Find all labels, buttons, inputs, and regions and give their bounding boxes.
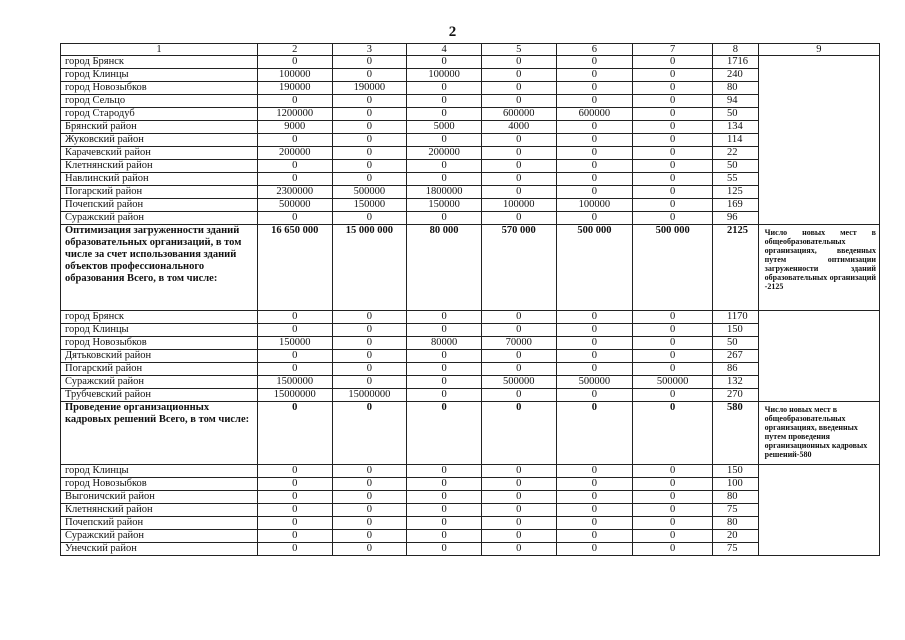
row-value: 0	[407, 108, 482, 121]
empty-note-cell	[758, 311, 879, 402]
row-value: 0	[332, 108, 407, 121]
table-row	[61, 363, 880, 376]
row-value: 0	[481, 350, 556, 363]
row-value: 0	[332, 530, 407, 543]
row-value: 0	[556, 478, 633, 491]
row-value: 0	[257, 311, 332, 324]
row-value: 100000	[556, 199, 633, 212]
table-row	[61, 465, 880, 478]
table-row	[61, 389, 880, 402]
row-value: 500000	[556, 376, 633, 389]
row-value: 150	[713, 465, 759, 478]
table-row	[61, 186, 880, 199]
row-value: 0	[556, 160, 633, 173]
row-value: 0	[633, 465, 713, 478]
section-value: 0	[332, 402, 407, 465]
row-value: 0	[633, 173, 713, 186]
row-label: Унечский район	[61, 543, 258, 556]
row-value: 0	[633, 389, 713, 402]
row-value: 0	[556, 465, 633, 478]
section-value: 0	[556, 402, 633, 465]
row-value: 22	[713, 147, 759, 160]
section-value: 0	[633, 402, 713, 465]
row-value: 70000	[481, 337, 556, 350]
section-total-row	[61, 225, 880, 311]
row-value: 0	[556, 324, 633, 337]
row-value: 0	[332, 465, 407, 478]
section-value: 580	[713, 402, 759, 465]
row-value: 0	[633, 160, 713, 173]
section-value: 15 000 000	[332, 225, 407, 311]
row-value: 132	[713, 376, 759, 389]
section-title: Проведение организационных кадровых решений Всего, в том числе:	[61, 402, 258, 465]
row-value: 0	[633, 478, 713, 491]
row-value: 600000	[556, 108, 633, 121]
row-value: 0	[481, 324, 556, 337]
table-row	[61, 82, 880, 95]
row-label: Почепский район	[61, 199, 258, 212]
row-value: 0	[633, 350, 713, 363]
table-row	[61, 134, 880, 147]
row-value: 0	[257, 134, 332, 147]
header-cell: 4	[407, 44, 482, 56]
row-value: 0	[556, 134, 633, 147]
row-value: 80	[713, 491, 759, 504]
row-value: 0	[332, 160, 407, 173]
row-value: 150000	[257, 337, 332, 350]
row-value: 0	[556, 530, 633, 543]
row-value: 100	[713, 478, 759, 491]
empty-note-cell	[758, 56, 879, 225]
row-value: 0	[257, 478, 332, 491]
row-value: 0	[257, 517, 332, 530]
row-value: 0	[481, 95, 556, 108]
row-value: 0	[556, 337, 633, 350]
row-value: 80	[713, 517, 759, 530]
row-value: 0	[481, 465, 556, 478]
row-value: 0	[332, 69, 407, 82]
table-row	[61, 350, 880, 363]
row-value: 96	[713, 212, 759, 225]
row-value: 0	[633, 491, 713, 504]
row-label: Дятьковский район	[61, 350, 258, 363]
table-row	[61, 56, 880, 69]
row-value: 2300000	[257, 186, 332, 199]
row-value: 0	[407, 530, 482, 543]
row-value: 0	[407, 504, 482, 517]
row-value: 0	[481, 173, 556, 186]
row-value: 0	[633, 121, 713, 134]
row-value: 0	[633, 82, 713, 95]
row-value: 4000	[481, 121, 556, 134]
row-value: 500000	[633, 376, 713, 389]
row-value: 1800000	[407, 186, 482, 199]
row-value: 0	[407, 95, 482, 108]
row-value: 0	[257, 173, 332, 186]
row-value: 80	[713, 82, 759, 95]
table-row	[61, 504, 880, 517]
row-label: город Брянск	[61, 56, 258, 69]
row-label: Суражский район	[61, 376, 258, 389]
section-note: Число новых мест в общеобразовательных организациях, введенных путем оптимизации загруженности зданий образовательных организаций -2125	[758, 225, 879, 311]
empty-note-cell	[758, 465, 879, 556]
row-value: 0	[257, 324, 332, 337]
row-value: 1200000	[257, 108, 332, 121]
section-value: 500 000	[633, 225, 713, 311]
row-value: 0	[481, 311, 556, 324]
row-value: 0	[556, 491, 633, 504]
table-row	[61, 69, 880, 82]
header-cell: 7	[633, 44, 713, 56]
row-value: 0	[481, 517, 556, 530]
row-label: город Новозыбков	[61, 337, 258, 350]
row-value: 0	[556, 311, 633, 324]
row-label: город Новозыбков	[61, 82, 258, 95]
row-value: 15000000	[332, 389, 407, 402]
row-value: 134	[713, 121, 759, 134]
table-row	[61, 530, 880, 543]
row-label: Выгоничский район	[61, 491, 258, 504]
header-cell: 9	[758, 44, 879, 56]
row-value: 200000	[407, 147, 482, 160]
row-value: 0	[556, 121, 633, 134]
table-row	[61, 543, 880, 556]
row-value: 0	[481, 530, 556, 543]
row-value: 55	[713, 173, 759, 186]
row-value: 0	[332, 134, 407, 147]
row-value: 9000	[257, 121, 332, 134]
row-value: 0	[633, 69, 713, 82]
row-value: 86	[713, 363, 759, 376]
row-value: 0	[556, 69, 633, 82]
row-value: 0	[633, 186, 713, 199]
row-value: 0	[633, 363, 713, 376]
row-value: 600000	[481, 108, 556, 121]
row-label: Карачевский район	[61, 147, 258, 160]
row-value: 0	[407, 363, 482, 376]
section-value: 570 000	[481, 225, 556, 311]
row-value: 0	[633, 543, 713, 556]
row-value: 0	[332, 376, 407, 389]
row-value: 267	[713, 350, 759, 363]
row-value: 0	[481, 478, 556, 491]
row-value: 0	[332, 311, 407, 324]
row-value: 0	[257, 160, 332, 173]
table-row	[61, 199, 880, 212]
row-value: 0	[257, 56, 332, 69]
row-value: 0	[556, 82, 633, 95]
section-value: 0	[481, 402, 556, 465]
row-label: город Брянск	[61, 311, 258, 324]
row-value: 0	[407, 478, 482, 491]
row-value: 0	[332, 95, 407, 108]
row-label: Жуковский район	[61, 134, 258, 147]
table-row	[61, 121, 880, 134]
row-value: 0	[332, 517, 407, 530]
row-value: 0	[407, 465, 482, 478]
section-value: 0	[257, 402, 332, 465]
row-label: город Стародуб	[61, 108, 258, 121]
row-value: 0	[257, 491, 332, 504]
row-value: 75	[713, 543, 759, 556]
row-value: 0	[257, 95, 332, 108]
row-value: 0	[407, 389, 482, 402]
header-cell: 1	[61, 44, 258, 56]
row-value: 0	[556, 186, 633, 199]
table-row	[61, 337, 880, 350]
row-value: 0	[332, 337, 407, 350]
row-value: 0	[481, 134, 556, 147]
row-value: 0	[332, 504, 407, 517]
row-value: 50	[713, 337, 759, 350]
row-value: 0	[481, 82, 556, 95]
row-value: 0	[257, 465, 332, 478]
section-note: Число новых мест в общеобразовательных организациях, введенных путем проведения организационных кадровых решений-580	[758, 402, 879, 465]
row-value: 0	[481, 543, 556, 556]
row-value: 0	[556, 363, 633, 376]
row-value: 150000	[407, 199, 482, 212]
row-label: город Сельцо	[61, 95, 258, 108]
table-header-row	[61, 44, 880, 56]
row-value: 0	[332, 543, 407, 556]
row-value: 0	[556, 350, 633, 363]
row-value: 0	[481, 186, 556, 199]
header-cell: 6	[556, 44, 633, 56]
row-value: 0	[633, 504, 713, 517]
table-row	[61, 108, 880, 121]
row-value: 50	[713, 108, 759, 121]
row-value: 0	[633, 530, 713, 543]
row-value: 0	[633, 108, 713, 121]
row-value: 0	[407, 324, 482, 337]
row-value: 80000	[407, 337, 482, 350]
row-value: 0	[481, 363, 556, 376]
row-value: 0	[332, 147, 407, 160]
table-row	[61, 376, 880, 389]
row-value: 500000	[481, 376, 556, 389]
row-label: город Новозыбков	[61, 478, 258, 491]
row-value: 0	[332, 363, 407, 376]
row-value: 0	[481, 147, 556, 160]
row-value: 0	[407, 543, 482, 556]
row-value: 270	[713, 389, 759, 402]
row-value: 0	[481, 389, 556, 402]
row-value: 0	[332, 478, 407, 491]
row-value: 0	[407, 311, 482, 324]
row-value: 0	[481, 504, 556, 517]
row-value: 0	[257, 350, 332, 363]
row-value: 15000000	[257, 389, 332, 402]
table-row	[61, 491, 880, 504]
row-value: 0	[481, 160, 556, 173]
table-row	[61, 311, 880, 324]
row-value: 50	[713, 160, 759, 173]
row-value: 94	[713, 95, 759, 108]
row-value: 0	[556, 543, 633, 556]
row-value: 0	[633, 212, 713, 225]
row-value: 0	[556, 95, 633, 108]
row-value: 0	[481, 212, 556, 225]
row-value: 0	[481, 56, 556, 69]
table-row	[61, 147, 880, 160]
row-value: 0	[332, 324, 407, 337]
row-value: 150000	[332, 199, 407, 212]
section-value: 0	[407, 402, 482, 465]
row-value: 169	[713, 199, 759, 212]
row-value: 0	[633, 324, 713, 337]
row-value: 0	[407, 134, 482, 147]
data-table	[60, 43, 880, 556]
row-label: Клетнянский район	[61, 504, 258, 517]
row-label: Погарский район	[61, 363, 258, 376]
row-label: город Клинцы	[61, 324, 258, 337]
row-value: 0	[481, 491, 556, 504]
row-value: 0	[407, 517, 482, 530]
header-cell: 5	[481, 44, 556, 56]
row-value: 0	[633, 311, 713, 324]
section-value: 500 000	[556, 225, 633, 311]
row-value: 150	[713, 324, 759, 337]
table-row	[61, 517, 880, 530]
row-value: 114	[713, 134, 759, 147]
row-value: 500000	[332, 186, 407, 199]
row-value: 0	[407, 491, 482, 504]
row-value: 500000	[257, 199, 332, 212]
header-cell: 8	[713, 44, 759, 56]
table-row	[61, 478, 880, 491]
row-value: 0	[556, 173, 633, 186]
row-value: 0	[556, 517, 633, 530]
row-value: 1500000	[257, 376, 332, 389]
row-label: Трубчевский район	[61, 389, 258, 402]
row-value: 0	[633, 337, 713, 350]
row-label: город Клинцы	[61, 69, 258, 82]
row-label: Брянский район	[61, 121, 258, 134]
row-value: 100000	[481, 199, 556, 212]
row-value: 200000	[257, 147, 332, 160]
row-value: 190000	[257, 82, 332, 95]
row-value: 0	[556, 504, 633, 517]
header-cell: 2	[257, 44, 332, 56]
row-value: 0	[633, 147, 713, 160]
page-number: 2	[448, 24, 457, 40]
row-value: 0	[633, 95, 713, 108]
table-row	[61, 212, 880, 225]
section-value: 2125	[713, 225, 759, 311]
row-label: Навлинский район	[61, 173, 258, 186]
row-label: Погарский район	[61, 186, 258, 199]
row-value: 75	[713, 504, 759, 517]
table-row	[61, 160, 880, 173]
row-value: 1716	[713, 56, 759, 69]
row-value: 0	[257, 363, 332, 376]
row-label: Почепский район	[61, 517, 258, 530]
row-value: 0	[633, 199, 713, 212]
row-value: 0	[332, 212, 407, 225]
row-value: 20	[713, 530, 759, 543]
row-value: 0	[556, 212, 633, 225]
row-value: 0	[332, 173, 407, 186]
row-value: 0	[407, 376, 482, 389]
row-value: 0	[481, 69, 556, 82]
row-value: 0	[556, 389, 633, 402]
row-label: город Клинцы	[61, 465, 258, 478]
header-cell: 3	[332, 44, 407, 56]
row-label: Клетнянский район	[61, 160, 258, 173]
section-value: 16 650 000	[257, 225, 332, 311]
row-value: 0	[332, 491, 407, 504]
row-value: 190000	[332, 82, 407, 95]
table-row	[61, 95, 880, 108]
row-value: 240	[713, 69, 759, 82]
row-value: 0	[407, 350, 482, 363]
row-value: 0	[556, 147, 633, 160]
row-value: 100000	[407, 69, 482, 82]
row-value: 0	[257, 504, 332, 517]
row-label: Суражский район	[61, 530, 258, 543]
row-value: 0	[633, 517, 713, 530]
table-row	[61, 173, 880, 186]
row-value: 0	[633, 56, 713, 69]
row-value: 5000	[407, 121, 482, 134]
row-value: 0	[257, 530, 332, 543]
row-value: 0	[407, 82, 482, 95]
row-label: Суражский район	[61, 212, 258, 225]
row-value: 125	[713, 186, 759, 199]
row-value: 0	[332, 56, 407, 69]
row-value: 0	[407, 173, 482, 186]
row-value: 0	[556, 56, 633, 69]
row-value: 1170	[713, 311, 759, 324]
row-value: 0	[257, 212, 332, 225]
section-title: Оптимизация загруженности зданий образовательных организаций, в том числе за счет использования зданий объектов профессионального образования Всего, в том числе:	[61, 225, 258, 311]
table-row	[61, 324, 880, 337]
section-value: 80 000	[407, 225, 482, 311]
row-value: 0	[332, 121, 407, 134]
row-value: 0	[407, 160, 482, 173]
row-value: 0	[257, 543, 332, 556]
row-value: 0	[407, 56, 482, 69]
row-value: 0	[332, 350, 407, 363]
section-total-row	[61, 402, 880, 465]
row-value: 0	[407, 212, 482, 225]
row-value: 100000	[257, 69, 332, 82]
row-value: 0	[633, 134, 713, 147]
